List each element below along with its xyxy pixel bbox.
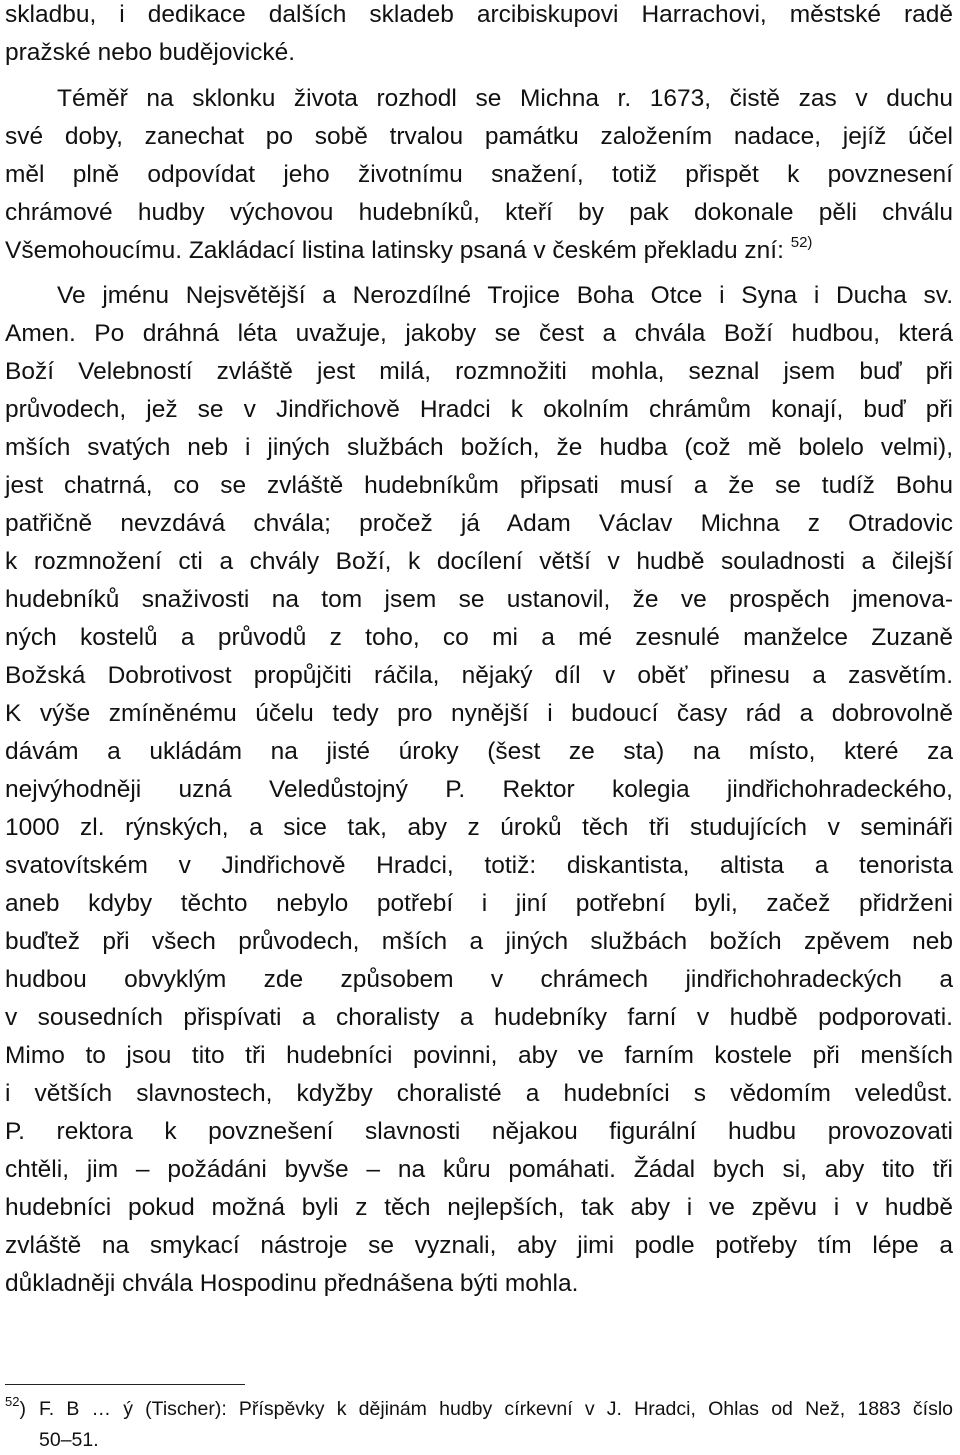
footnote-text: F. B … ý (Tischer): Příspěvky k dějinám hudby církevní v J. Hradci, Ohlas od Než, 1883 číslo xyxy=(39,1398,953,1420)
footnote-separator xyxy=(5,1384,245,1385)
text-line: Ve jménu Nejsvětější a Nerozdílné Trojice Boha Otce i Syna i Ducha sv. xyxy=(57,282,953,309)
text-line: v sousedních přispívati a choralisty a hudebníky farní v hudbě podporovati. xyxy=(5,1004,953,1031)
text-line-with-footnote xyxy=(5,236,953,266)
text-line: skladbu, i dedikace dalších skladeb arcibiskupovi Harrachovi, městské radě xyxy=(5,1,953,28)
footnote-reference: 52) xyxy=(790,234,813,251)
text-line: k rozmnožení cti a chvály Boží, k docílení větší v hudbě souladnosti a čilejší xyxy=(5,548,953,575)
text-line: aneb kdyby těchto nebylo potřebí i jiní potřební byli, začež přidrženi xyxy=(5,890,953,917)
text-line: ných kostelů a průvodů z toho, co mi a mé zesnulé manželce Zuzaně xyxy=(5,624,953,651)
footnote-paren: ) xyxy=(19,1398,26,1420)
text-line: Mimo to jsou tito tři hudebníci povinni, aby ve farním kostele při menších xyxy=(5,1042,953,1069)
text-line: hudebníci pokud možná byli z těch nejlepších, tak aby i ve zpěvu i v hudbě xyxy=(5,1194,953,1221)
text-line: Téměř na sklonku života rozhodl se Michna r. 1673, čistě zas v duchu xyxy=(57,85,953,112)
text-line: buďtež při všech průvodech, mších a jiných službách božích zpěvem neb xyxy=(5,928,953,955)
text-line: K výše zmíněnému účelu tedy pro nynější i budoucí časy rád a dobrovolně xyxy=(5,700,953,727)
text-line: své doby, zanechat po sobě trvalou památku založením nadace, jejíž účel xyxy=(5,123,953,150)
text-line: P. rektora k povznešení slavnosti nějakou figurální hudbu provozovati xyxy=(5,1118,953,1145)
text-line: chtěli, jim – požádáni byvše – na kůru pomáhati. Žádal bych si, aby tito tři xyxy=(5,1156,953,1183)
text-line: svatovítském v Jindřichově Hradci, totiž: diskantista, altista a tenorista xyxy=(5,852,953,879)
text-line: jest chatrná, co se zvláště hudebníkům připsati musí a že se tudíž Bohu xyxy=(5,472,953,499)
text-line: zvláště na smykací nástroje se vyznali, aby jimi podle potřeby tím lépe a xyxy=(5,1232,953,1259)
text-line: dávám a ukládám na jisté úroky (šest ze sta) na místo, které za xyxy=(5,738,953,765)
text-line: hudbou obvyklým zde způsobem v chrámech jindřichohradeckých a xyxy=(5,966,953,993)
text-line: pražské nebo budějovické. xyxy=(5,39,296,66)
text-line: Boží Velebností zvláště jest milá, rozmnožiti mohla, seznal jsem buď při xyxy=(5,358,953,385)
text-span: Všemohoucímu. Zakládací listina latinsky psaná v českém překladu zní: xyxy=(5,237,784,264)
text-line: i větších slavnostech, kdyžby choralisté a hudebníci s vědomím veledůst. xyxy=(5,1080,953,1107)
footnote-marker xyxy=(5,1394,39,1421)
text-line: Božská Dobrotivost propůjčiti ráčila, nějaký díl v oběť přinesu a zasvětím. xyxy=(5,662,953,689)
text-line: měl plně odpovídat jeho životnímu snažení, totiž přispět k povznesení xyxy=(5,161,953,188)
footnote-number: 52 xyxy=(5,1394,20,1409)
footnote-continuation: 50–51. xyxy=(39,1429,99,1451)
text-line: Amen. Po dráhná léta uvažuje, jakoby se čest a chvála Boží hudbou, která xyxy=(5,320,953,347)
text-line: 1000 zl. rýnských, a sice tak, aby z úroků těch tři studujících v semináři xyxy=(5,814,953,841)
text-line: mších svatých neb i jiných službách božích, že hudba (což mě bolelo velmi), xyxy=(5,434,953,461)
text-line: průvodech, jež se v Jindřichově Hradci k okolním chrámům konají, buď při xyxy=(5,396,953,423)
text-line: chrámové hudby výchovou hudebníků, kteří by pak dokonale pěli chválu xyxy=(5,199,953,226)
text-line: hudebníků snaživosti na tom jsem se ustanovil, že ve prospěch jmenova- xyxy=(5,586,953,613)
text-line: důkladněji chvála Hospodinu přednášena býti mohla. xyxy=(5,1270,579,1297)
text-line: patřičně nevzdává chvála; pročež já Adam Václav Michna z Otradovic xyxy=(5,510,953,537)
text-line: nejvýhodněji uzná Veledůstojný P. Rektor kolegia jindřichohradeckého, xyxy=(5,776,953,803)
footnote xyxy=(5,1394,953,1421)
